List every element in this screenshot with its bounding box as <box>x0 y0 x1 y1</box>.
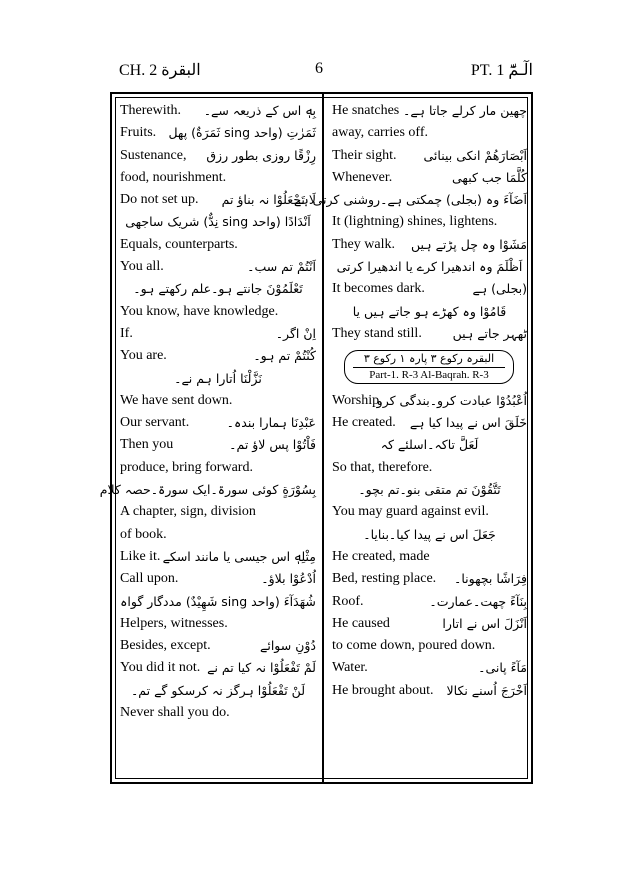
english-meaning: He brought about. <box>332 682 434 698</box>
ruku-box-wrap <box>332 345 527 390</box>
vocab-line <box>120 613 316 635</box>
vocab-line <box>332 524 527 546</box>
page-number: 6 <box>315 60 323 77</box>
vocab-line <box>332 434 527 456</box>
part-header: PT. 1 الٓـمّٓ <box>470 62 533 79</box>
english-meaning: Bed, resting place. <box>332 571 437 587</box>
vocab-line <box>120 568 316 590</box>
vocab-line <box>120 234 316 256</box>
arabic-word-urdu-meaning: تَعْلَمُوْنَ جانتے ہو۔علم رکھتے ہو۔ <box>133 281 303 297</box>
english-meaning: Do not set up. <box>120 192 199 208</box>
arabic-word-urdu-meaning: نَزَّلْنَا اُتارا ہم نے۔ <box>174 370 262 386</box>
arabic-word-urdu-meaning: اَنْزَلَ اس نے اتارا <box>442 615 527 631</box>
vocab-line <box>332 256 527 278</box>
vocab-line <box>120 301 316 323</box>
vocab-line <box>120 702 316 724</box>
vocab-line <box>99 479 316 501</box>
vocab-line <box>332 412 527 434</box>
arabic-word-urdu-meaning: اَنْدَادًا (واحد sing نِدٌّ) شریک ساجھی <box>125 214 311 230</box>
english-meaning: You did it not. <box>120 660 201 676</box>
arabic-word-urdu-meaning: اُدْعُوْا بلاؤ۔ <box>261 571 316 587</box>
arabic-word-urdu-meaning: بِسُوْرَةٍ کوئی سورۃ۔ایک سورۃ۔حصہ کلام <box>99 482 316 498</box>
english-meaning: produce, bring forward. <box>120 459 253 475</box>
vocab-line <box>120 457 316 479</box>
english-meaning: food, nourishment. <box>120 169 227 185</box>
english-meaning: You know, have knowledge. <box>120 303 279 319</box>
english-meaning: We have sent down. <box>120 392 233 408</box>
english-meaning: Their sight. <box>332 147 397 163</box>
arabic-word-urdu-meaning: اَبْصَارَهُمْ انکی بینائی <box>423 147 527 163</box>
vocab-line <box>332 680 527 702</box>
arabic-word-urdu-meaning: فِرَاشًا بچھونا۔ <box>454 571 527 587</box>
arabic-word-urdu-meaning: عَبْدِنَا ہمارا بندہ۔ <box>226 415 316 431</box>
ruku-box-arabic: البقرہ رکوع ۳ پارہ ۱ رکوع ۳ <box>363 352 495 366</box>
english-meaning: So that, therefore. <box>332 459 433 475</box>
vocab-line <box>120 390 316 412</box>
arabic-word-urdu-meaning: لَمْ تَفْعَلُوْا نہ کیا تم نے <box>207 660 316 676</box>
english-meaning: He created. <box>332 415 396 431</box>
chapter-header: CH. 2 البقرة <box>119 62 201 79</box>
arabic-word-urdu-meaning: قَامُوْا وہ کھڑے ہو جاتے ہیں یا <box>352 303 507 319</box>
vocab-line <box>120 278 316 300</box>
vocab-line <box>332 457 527 479</box>
english-meaning: They walk. <box>332 236 395 252</box>
arabic-word-urdu-meaning: اَظْلَمَ وہ اندھیرا کرے یا اندھیرا کرتی <box>336 259 523 275</box>
vocab-line <box>120 145 316 167</box>
arabic-word-urdu-meaning: لَعَلَّ تاکہ۔اسلئے کہ <box>380 437 479 453</box>
english-meaning: Our servant. <box>120 415 190 431</box>
english-meaning: A chapter, sign, division <box>120 504 256 520</box>
vocab-line <box>120 100 316 122</box>
english-meaning: Whenever. <box>332 169 393 185</box>
english-meaning: You may guard against evil. <box>332 504 489 520</box>
arabic-word-urdu-meaning: لَا تَجْعَلُوْا نہ بناؤ تم <box>221 192 316 208</box>
english-meaning: Equals, counterparts. <box>120 236 238 252</box>
vocab-line <box>120 501 316 523</box>
vocab-line <box>332 211 527 233</box>
english-meaning: It becomes dark. <box>332 281 425 297</box>
vocab-line <box>332 479 527 501</box>
vocab-line <box>332 546 527 568</box>
vocab-line <box>332 278 527 300</box>
vocab-line <box>120 635 316 657</box>
arabic-word-urdu-meaning: مَآءً پانی۔ <box>478 660 527 676</box>
english-meaning: Like it. <box>120 548 161 564</box>
english-meaning: Sustenance, <box>120 147 187 163</box>
english-meaning: of book. <box>120 526 167 542</box>
arabic-word-urdu-meaning: كُلَّمَا جب کبھی <box>452 169 527 185</box>
arabic-word-urdu-meaning: رِزْقًا روزی بطور رزق <box>206 147 316 163</box>
vocab-line <box>332 657 527 679</box>
vocab-line <box>332 100 527 122</box>
english-meaning: Roof. <box>332 593 364 609</box>
arabic-word-urdu-meaning: اَنْتُمْ تم سب۔ <box>247 259 316 275</box>
arabic-word-urdu-meaning: مَشَوْا وہ چل پڑتے ہیں <box>410 236 527 252</box>
vocab-line <box>332 122 527 144</box>
arabic-word-urdu-meaning: ٹھہر جاتے ہیں <box>452 325 527 341</box>
english-meaning: to come down, poured down. <box>332 638 496 654</box>
ruku-box <box>344 350 514 384</box>
arabic-word-urdu-meaning: فَاْتُوْا پس لاؤ تم۔ <box>229 437 316 453</box>
vocab-line <box>120 368 316 390</box>
english-meaning: Worship. <box>332 392 383 408</box>
vocab-line <box>120 189 316 211</box>
arabic-word-urdu-meaning: اِنْ اگر۔ <box>275 325 316 341</box>
arabic-word-urdu-meaning: اُعْبُدُوْا عبادت کرو۔بندگی کرو <box>376 392 527 408</box>
vocab-line <box>120 546 316 568</box>
english-meaning: You all. <box>120 259 164 275</box>
arabic-word-urdu-meaning: دُوْنِ سوائے <box>260 638 316 654</box>
vocab-line <box>332 501 527 523</box>
vocab-line <box>120 323 316 345</box>
arabic-word-urdu-meaning: ثَمَرٰتِ (واحد sing ثَمَرَةٌ) پھل <box>168 125 316 141</box>
right-column-bottom <box>332 390 527 702</box>
english-meaning: away, carries off. <box>332 125 429 141</box>
vocab-line <box>332 591 527 613</box>
english-meaning: Besides, except. <box>120 638 211 654</box>
vocab-line <box>332 234 527 256</box>
ruku-box-english: Part-1. R-3 Al-Baqrah. R-3 <box>353 367 505 382</box>
arabic-word-urdu-meaning: كُنْتُمْ تم ہو۔ <box>253 348 316 364</box>
english-meaning: If. <box>120 325 133 341</box>
vocab-line <box>332 323 527 345</box>
english-meaning: He snatches <box>332 103 400 118</box>
arabic-word-urdu-meaning: اَضَآءَ وہ (بجلی) چمکتی ہے۔روشنی کرتی ہے <box>294 192 527 208</box>
english-meaning: They stand still. <box>332 325 422 341</box>
vocab-line <box>120 256 316 278</box>
vocab-line <box>332 568 527 590</box>
vocab-line <box>120 211 316 233</box>
vocab-line <box>332 167 527 189</box>
vocab-line <box>120 412 316 434</box>
vocab-line <box>332 301 527 323</box>
arabic-word-urdu-meaning: جَعَلَ اس نے پیدا کیا۔بنایا۔ <box>363 526 496 542</box>
english-meaning: Therewith. <box>120 103 182 118</box>
vocab-line <box>120 680 316 702</box>
arabic-word-urdu-meaning: اَخْرَجَ اُسنے نکالا <box>446 682 527 698</box>
vocab-line <box>332 145 527 167</box>
arabic-word-urdu-meaning: مِثْلِهٖ اس جیسی یا مانند اسکے <box>162 548 316 564</box>
english-meaning: Fruits. <box>120 125 157 141</box>
english-meaning: Helpers, witnesses. <box>120 615 228 631</box>
arabic-word-urdu-meaning: بِهٖ اس کے ذریعہ سے۔ <box>203 103 316 118</box>
vocab-line <box>120 122 316 144</box>
arabic-word-urdu-meaning: خَلَقَ اس نے پیدا کیا ہے <box>409 415 527 431</box>
vocab-line <box>332 613 527 635</box>
vocab-line <box>332 635 527 657</box>
left-column <box>99 100 316 724</box>
vocab-line <box>294 189 527 211</box>
english-meaning: Call upon. <box>120 571 179 587</box>
arabic-word-urdu-meaning: (بجلی) ہے <box>472 281 527 297</box>
english-meaning: He created, made <box>332 548 430 564</box>
english-meaning: He caused <box>332 615 390 631</box>
vocab-line <box>120 524 316 546</box>
arabic-word-urdu-meaning: تَتَّقُوْنَ تم متقی بنو۔تم بچو۔ <box>358 482 501 498</box>
page-frame <box>99 92 533 784</box>
vocab-line <box>332 390 527 412</box>
english-meaning: You are. <box>120 348 167 364</box>
arabic-word-urdu-meaning: بِنَآءً چھت۔عمارت۔ <box>429 593 527 609</box>
arabic-word-urdu-meaning: لَنْ تَفْعَلُوْا ہرگز نہ کرسکو گے تم۔ <box>130 682 306 698</box>
vocab-line <box>120 345 316 367</box>
english-meaning: Then you <box>120 437 174 453</box>
vocab-line <box>120 167 316 189</box>
vocab-line <box>120 434 316 456</box>
arabic-word-urdu-meaning: شُهَدَآءَ (واحد sing شَهِيْدٌ) مددگار گواہ <box>120 593 316 609</box>
english-meaning: It (lightning) shines, lightens. <box>332 214 498 230</box>
english-meaning: Never shall you do. <box>120 705 230 721</box>
vocab-line <box>120 657 316 679</box>
arabic-word-urdu-meaning: چھین مار کرلے جاتا ہے۔ <box>403 103 527 118</box>
english-meaning: Water. <box>332 660 368 676</box>
vocab-line <box>120 591 316 613</box>
